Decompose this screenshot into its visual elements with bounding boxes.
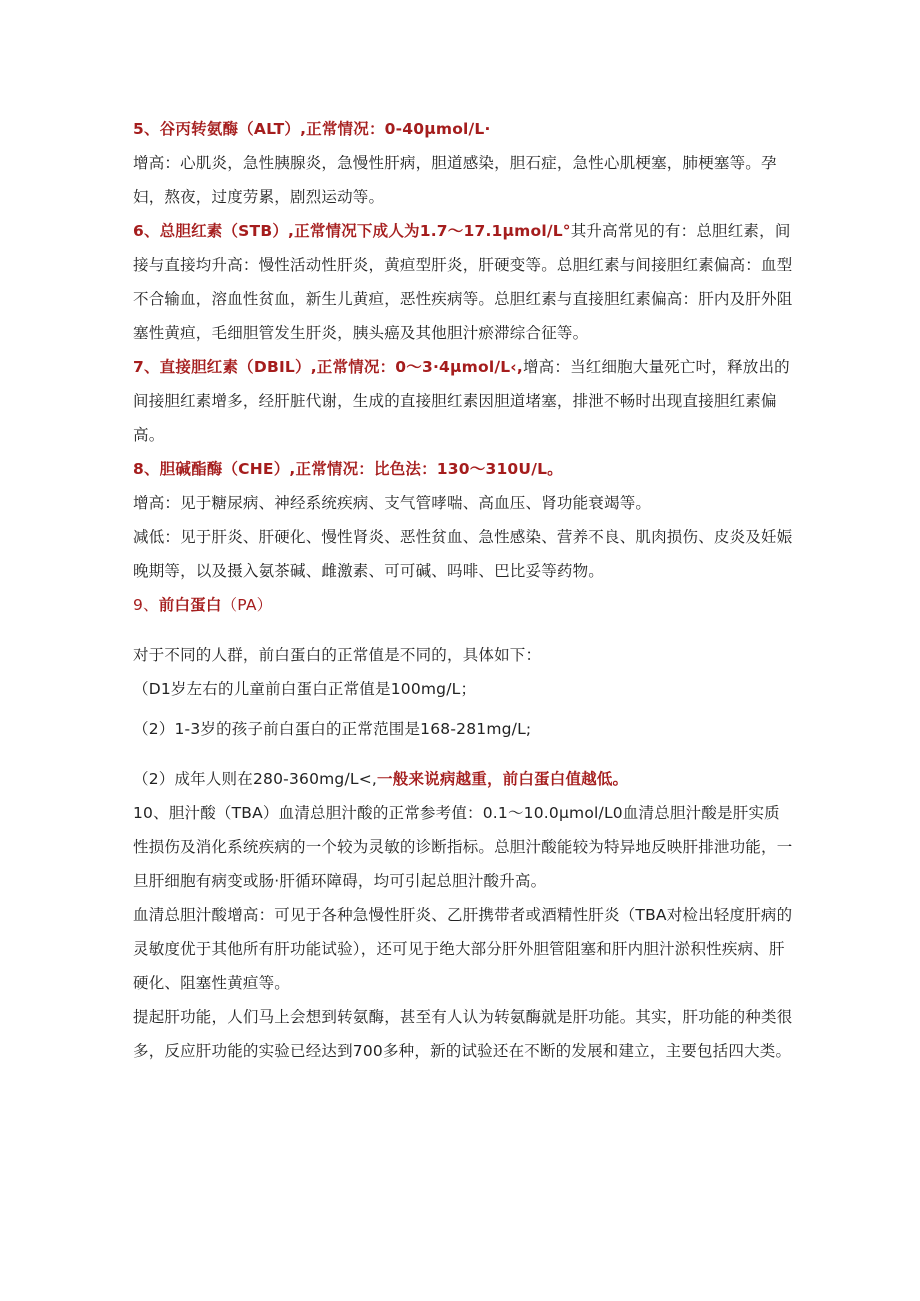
stb-body: 其升高常见的有：总胆红素，间接与直接均升高：慢性活动性肝炎，黄疸型肝炎，肝硬变等。总胆红素与间接胆红素偏高：血型不合输血，溶血性贫血，新生儿黄疸，恶性疾病等。总胆红素与直接胆红素偏高：肝内及肝外阻塞性黄疸，毛细胆管发生肝炎，胰头癌及其他胆汁瘀滞综合征等。 xyxy=(133,222,793,342)
paragraph-dbil xyxy=(133,350,793,452)
heading-pa-number: 9、 xyxy=(133,596,159,614)
paragraph-che-increase: 增高：见于糖尿病、神经系统疾病、支气管哮喘、高血压、肾功能衰竭等。 xyxy=(133,494,652,512)
paragraph-pa-toddlers: （2）1-3岁的孩子前白蛋白的正常范围是168-281mg∕L; xyxy=(133,720,532,738)
paragraph-pa-children: （D1岁左右的儿童前白蛋白正常值是100mg/L； xyxy=(133,680,477,698)
heading-pa-title: 前白蛋白 xyxy=(158,596,222,614)
pa-adults-range: （2）成年人则在280-360mg∕L<, xyxy=(133,770,378,788)
paragraph-tba: 10、胆汁酸（TBA）血清总胆汁酸的正常参考值：0.1～10.0μmol∕L0血清总胆汁酸是肝实质性损伤及消化系统疾病的一个较为灵敏的诊断指标。总胆汁酸能较为特异地反映肝排泄功能，一旦肝细胞有病变或肠·肝循环障碍，均可引起总胆汁酸升高。 xyxy=(133,804,793,890)
document-body xyxy=(133,112,793,1068)
paragraph-pa-intro: 对于不同的人群，前白蛋白的正常值是不同的，具体如下： xyxy=(133,646,542,664)
heading-stb: 6、总胆红素（STB）,正常情况下成人为1.7～17.1μmol∕L° xyxy=(133,222,571,240)
dbil-body: 增高：当红细胞大量死亡吋，释放出的间接胆红素增多，经肝脏代谢，生成的直接胆红素因胆道堵塞，排泄不畅时出现直接胆红素偏高。 xyxy=(133,358,790,444)
heading-che: 8、胆碱酯酶（CHE）,正常情况：比色法：130～310U/L。 xyxy=(133,460,563,478)
heading-pa xyxy=(133,588,793,622)
heading-dbil: 7、直接胆红素（DBIL）,正常情况：0～3·4μmol∕L‹, xyxy=(133,358,523,376)
paragraph-pa-adults xyxy=(133,762,793,796)
paragraph-liver-function: 提起肝功能，人们马上会想到转氨酶，甚至有人认为转氨酶就是肝功能。其实，肝功能的种类很多，反应肝功能的实验已经达到700多种，新的试验还在不断的发展和建立，主要包括四大类。 xyxy=(133,1008,793,1060)
heading-pa-paren: （PA） xyxy=(221,596,273,614)
paragraph-alt: 增高：心肌炎，急性胰腺炎，急慢性肝病，胆道感染，胆石症，急性心肌梗塞，肺梗塞等。孕妇，熬夜，过度劳累，剧烈运动等。 xyxy=(133,154,777,206)
paragraph-tba-increase: 血清总胆汁酸增高：可见于各种急慢性肝炎、乙肝携带者或酒精性肝炎（TBA对检出轻度肝病的灵敏度优于其他所有肝功能试验），还可见于绝大部分肝外胆管阻塞和肝内胆汁淤积性疾病、肝硬化、阻塞性黄疸等。 xyxy=(133,906,793,992)
paragraph-stb xyxy=(133,214,793,350)
pa-adults-note: 一般来说病越重，前白蛋白值越低。 xyxy=(377,770,629,788)
heading-alt: 5、谷丙转氨酶（ALT）,正常情况：0-40μmol∕L· xyxy=(133,120,491,138)
paragraph-che-decrease: 减低：见于肝炎、肝硬化、慢性肾炎、恶性贫血、急性感染、营养不良、肌肉损伤、皮炎及妊娠晚期等，以及摄入氨茶碱、雌激素、可可碱、吗啡、巴比妥等药物。 xyxy=(133,528,793,580)
